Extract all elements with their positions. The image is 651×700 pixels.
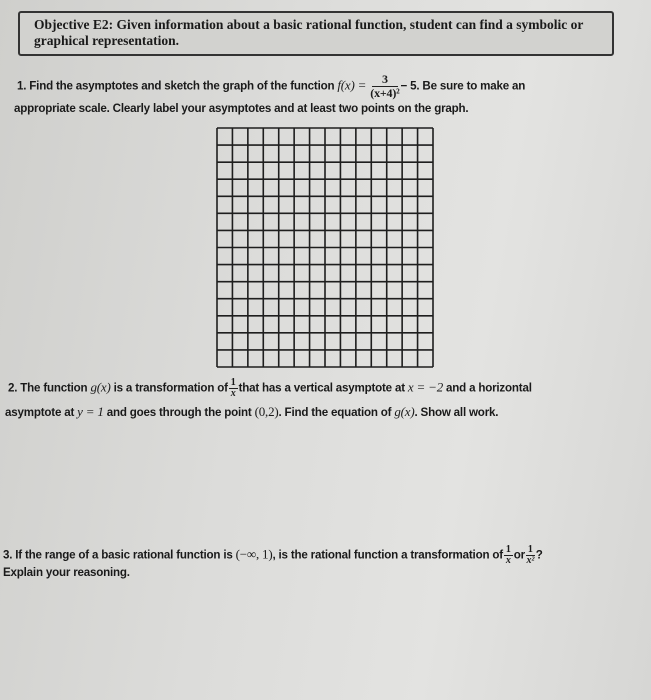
question-1-line-2 <box>14 102 468 116</box>
q3-fraction-2 <box>526 545 535 566</box>
q1-line2-end: on the graph. <box>394 102 469 115</box>
question-3-line-1 <box>3 545 543 566</box>
q3-f1-den: x <box>505 555 511 566</box>
q2-text-e: and a horizontal <box>443 381 532 395</box>
q1-function-name: f(x) = <box>337 77 367 93</box>
graph-grid[interactable] <box>216 127 434 368</box>
q1-emphasis: two points <box>338 102 395 115</box>
q3-fraction-1 <box>504 545 513 566</box>
q3-f1-num: 1 <box>505 544 511 555</box>
objective-box <box>18 11 614 56</box>
question-3-line-2 <box>3 566 130 580</box>
q2-text-l: . Show all work. <box>414 406 499 419</box>
q2-fraction <box>229 378 238 399</box>
q2-text-b: is a transformation of <box>110 381 228 395</box>
q1-text: 1. Find the asymptotes and sketch the graph of the function <box>17 79 338 93</box>
q2-fraction-den: x <box>230 388 236 399</box>
q3-line2: Explain your reasoning. <box>3 566 130 579</box>
q1-denominator: (x+4)² <box>370 86 400 100</box>
q3-or: or <box>513 548 525 562</box>
q1-numerator: 3 <box>372 73 398 87</box>
q2-gx: g(x) <box>90 379 111 395</box>
q3-f2-den: x² <box>526 555 535 566</box>
q1-line2-text: appropriate scale. Clearly label your asymptotes and at least <box>14 102 339 115</box>
q2-text: 2. The function <box>8 381 91 395</box>
q2-vertical-asymptote: x = −2 <box>407 379 444 395</box>
q2-gx-2: g(x) <box>394 404 415 419</box>
q2-point: (0,2) <box>254 404 279 419</box>
q2-horizontal-asymptote: y = 1 <box>77 404 104 419</box>
q3-f2-num: 1 <box>527 544 533 555</box>
q1-tail: − 5. Be sure to make an <box>400 79 526 93</box>
q2-text-h: and goes through the point <box>103 406 255 419</box>
objective-text: Objective E2: Given information about a basic rational function, student can find a symbolic or graphical representation. <box>34 17 584 48</box>
q1-fraction <box>370 73 399 100</box>
question-1-line-1 <box>17 73 525 100</box>
q3-text-c: , is the rational function a transformation of <box>272 548 503 562</box>
question-2-line-2 <box>5 405 498 420</box>
q2-text-f: asymptote at <box>5 406 78 419</box>
q2-fraction-num: 1 <box>230 377 236 388</box>
q3-range: (−∞, 1) <box>235 546 273 562</box>
q2-text-j: . Find the equation of <box>278 406 395 419</box>
question-2-line-1 <box>8 378 532 399</box>
q3-question-mark: ? <box>535 548 543 562</box>
q2-text-c: that has a vertical asymptote at <box>238 381 408 395</box>
q3-text: 3. If the range of a basic rational function is <box>3 548 236 562</box>
